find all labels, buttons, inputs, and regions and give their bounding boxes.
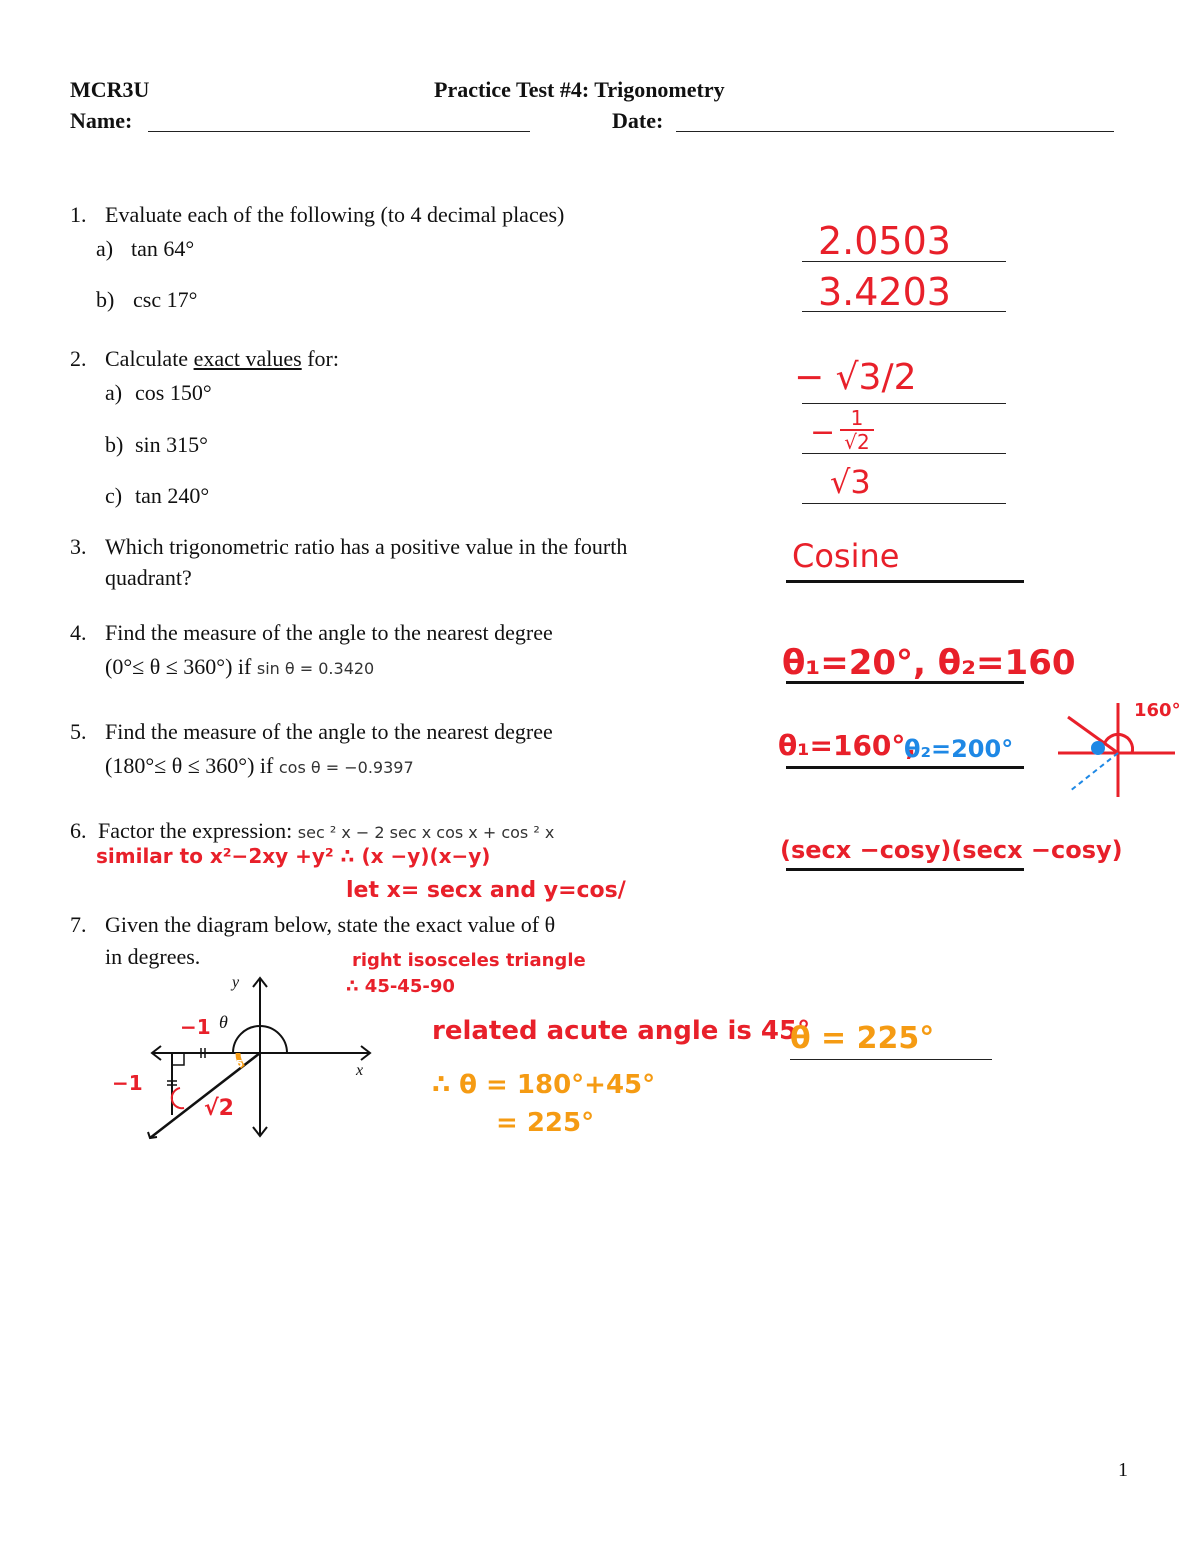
q7-note-45-45-90: ∴ 45-45-90: [346, 976, 455, 997]
date-field[interactable]: [676, 131, 1114, 132]
q2b-handwritten-fraction: 1 √2: [840, 408, 874, 452]
q1b-label: b): [96, 287, 115, 312]
diagram-neg1-horizontal: −1: [180, 1015, 211, 1039]
q5-number: 5.: [70, 719, 87, 744]
q1a-handwritten-answer: 2.0503: [818, 219, 951, 263]
q6-number: 6.: [70, 818, 87, 843]
name-field[interactable]: [148, 131, 530, 132]
diagram-neg1-vertical: −1: [112, 1071, 143, 1095]
q5-sketch-blue-angle: [1091, 741, 1105, 755]
q6-answer-line[interactable]: [786, 868, 1024, 871]
q7-note-calculation: ∴ θ = 180°+45°: [432, 1070, 656, 1100]
q7-diagram: [140, 970, 380, 1145]
q1b-handwritten-answer: 3.4203: [818, 270, 951, 314]
q5-line2: (180°≤ θ ≤ 360°) if cos θ = −0.9397: [105, 753, 414, 778]
q1a-label: a): [96, 236, 114, 261]
q2c-handwritten-answer: √3: [830, 463, 871, 501]
q2b-handwritten-sign: −: [810, 415, 836, 450]
q5-line1: Find the measure of the angle to the nearest degree: [105, 719, 553, 744]
q2c-answer-line[interactable]: [802, 503, 1006, 504]
q5-sketch-angle-label: 160°: [1134, 700, 1181, 721]
q6-handwritten-answer: (secx −cosy)(secx −cosy): [780, 836, 1123, 864]
name-label: Name:: [70, 108, 133, 133]
q2b-answer-line[interactable]: [802, 453, 1006, 454]
q7-note-result: = 225°: [496, 1108, 595, 1138]
q5-handwritten-answer-red: θ₁=160°,: [778, 729, 917, 762]
q3-number: 3.: [70, 534, 87, 559]
q6-text: Factor the expression: sec ² x − 2 sec x cos x + cos ² x: [98, 818, 555, 843]
q7-number: 7.: [70, 912, 87, 937]
q5-handwritten-answer-blue: θ₂=200°: [904, 735, 1014, 763]
q6-note-substitution: let x= secx and y=cos/: [346, 878, 626, 903]
q2a-expression: cos 150°: [135, 380, 212, 405]
q3-handwritten-answer: Cosine: [792, 537, 900, 575]
q1a-expression: tan 64°: [131, 236, 195, 261]
q1b-expression: csc 17°: [133, 287, 198, 312]
page-number: 1: [1118, 1459, 1128, 1481]
q2b-expression: sin 315°: [135, 432, 208, 457]
q5-answer-line[interactable]: [786, 766, 1024, 769]
q2c-label: c): [105, 483, 123, 508]
q2c-expression: tan 240°: [135, 483, 210, 508]
q2-text: Calculate exact values for:: [105, 346, 339, 371]
q7-line2: in degrees.: [105, 944, 201, 969]
q6-expression: sec ² x − 2 sec x cos x + cos ² x: [297, 823, 555, 842]
q3-answer-line[interactable]: [786, 580, 1024, 583]
q3-line2: quadrant?: [105, 565, 192, 590]
diagram-angle-mark: 45: [229, 1059, 243, 1070]
q2a-handwritten-answer: − √3/2: [794, 357, 917, 398]
q4-handwritten-answer: θ₁=20°, θ₂=160: [782, 643, 1076, 683]
q6-note-similar: similar to x²−2xy +y² ∴ (x −y)(x−y): [96, 844, 491, 868]
q2a-label: a): [105, 380, 123, 405]
diagram-x-label: x: [356, 1062, 364, 1079]
date-label: Date:: [612, 108, 664, 133]
q1-text: Evaluate each of the following (to 4 decimal places): [105, 202, 565, 227]
q5-equation: cos θ = −0.9397: [278, 758, 414, 777]
q7-answer-line[interactable]: [790, 1059, 992, 1060]
q2b-label: b): [105, 432, 124, 457]
diagram-y-label: y: [232, 974, 240, 991]
q5-sketch-blue-arm: [1070, 753, 1118, 791]
diagram-hypotenuse-label: √2: [204, 1096, 234, 1121]
diagram-red-arc: [172, 1088, 184, 1108]
q4-line2: (0°≤ θ ≤ 360°) if sin θ = 0.3420: [105, 654, 375, 679]
q2-emphasis: exact values: [193, 346, 302, 371]
q1-number: 1.: [70, 202, 87, 227]
course-code: MCR3U: [70, 77, 150, 102]
diagram-theta-label: θ: [219, 1012, 228, 1032]
q4-equation: sin θ = 0.3420: [256, 659, 375, 678]
test-title: Practice Test #4: Trigonometry: [434, 77, 725, 102]
q7-handwritten-answer: θ = 225°: [790, 1021, 935, 1056]
q4-number: 4.: [70, 620, 87, 645]
q2a-answer-line[interactable]: [802, 403, 1006, 404]
q7-line1: Given the diagram below, state the exact value of θ: [105, 912, 556, 937]
q4-line1: Find the measure of the angle to the nearest degree: [105, 620, 553, 645]
q3-line1: Which trigonometric ratio has a positive value in the fourth: [105, 534, 628, 559]
q7-note-triangle-type: right isosceles triangle: [352, 950, 586, 971]
q7-note-related-angle: related acute angle is 45°: [432, 1016, 811, 1046]
q2-number: 2.: [70, 346, 87, 371]
diagram-right-angle-mark: [172, 1053, 184, 1065]
